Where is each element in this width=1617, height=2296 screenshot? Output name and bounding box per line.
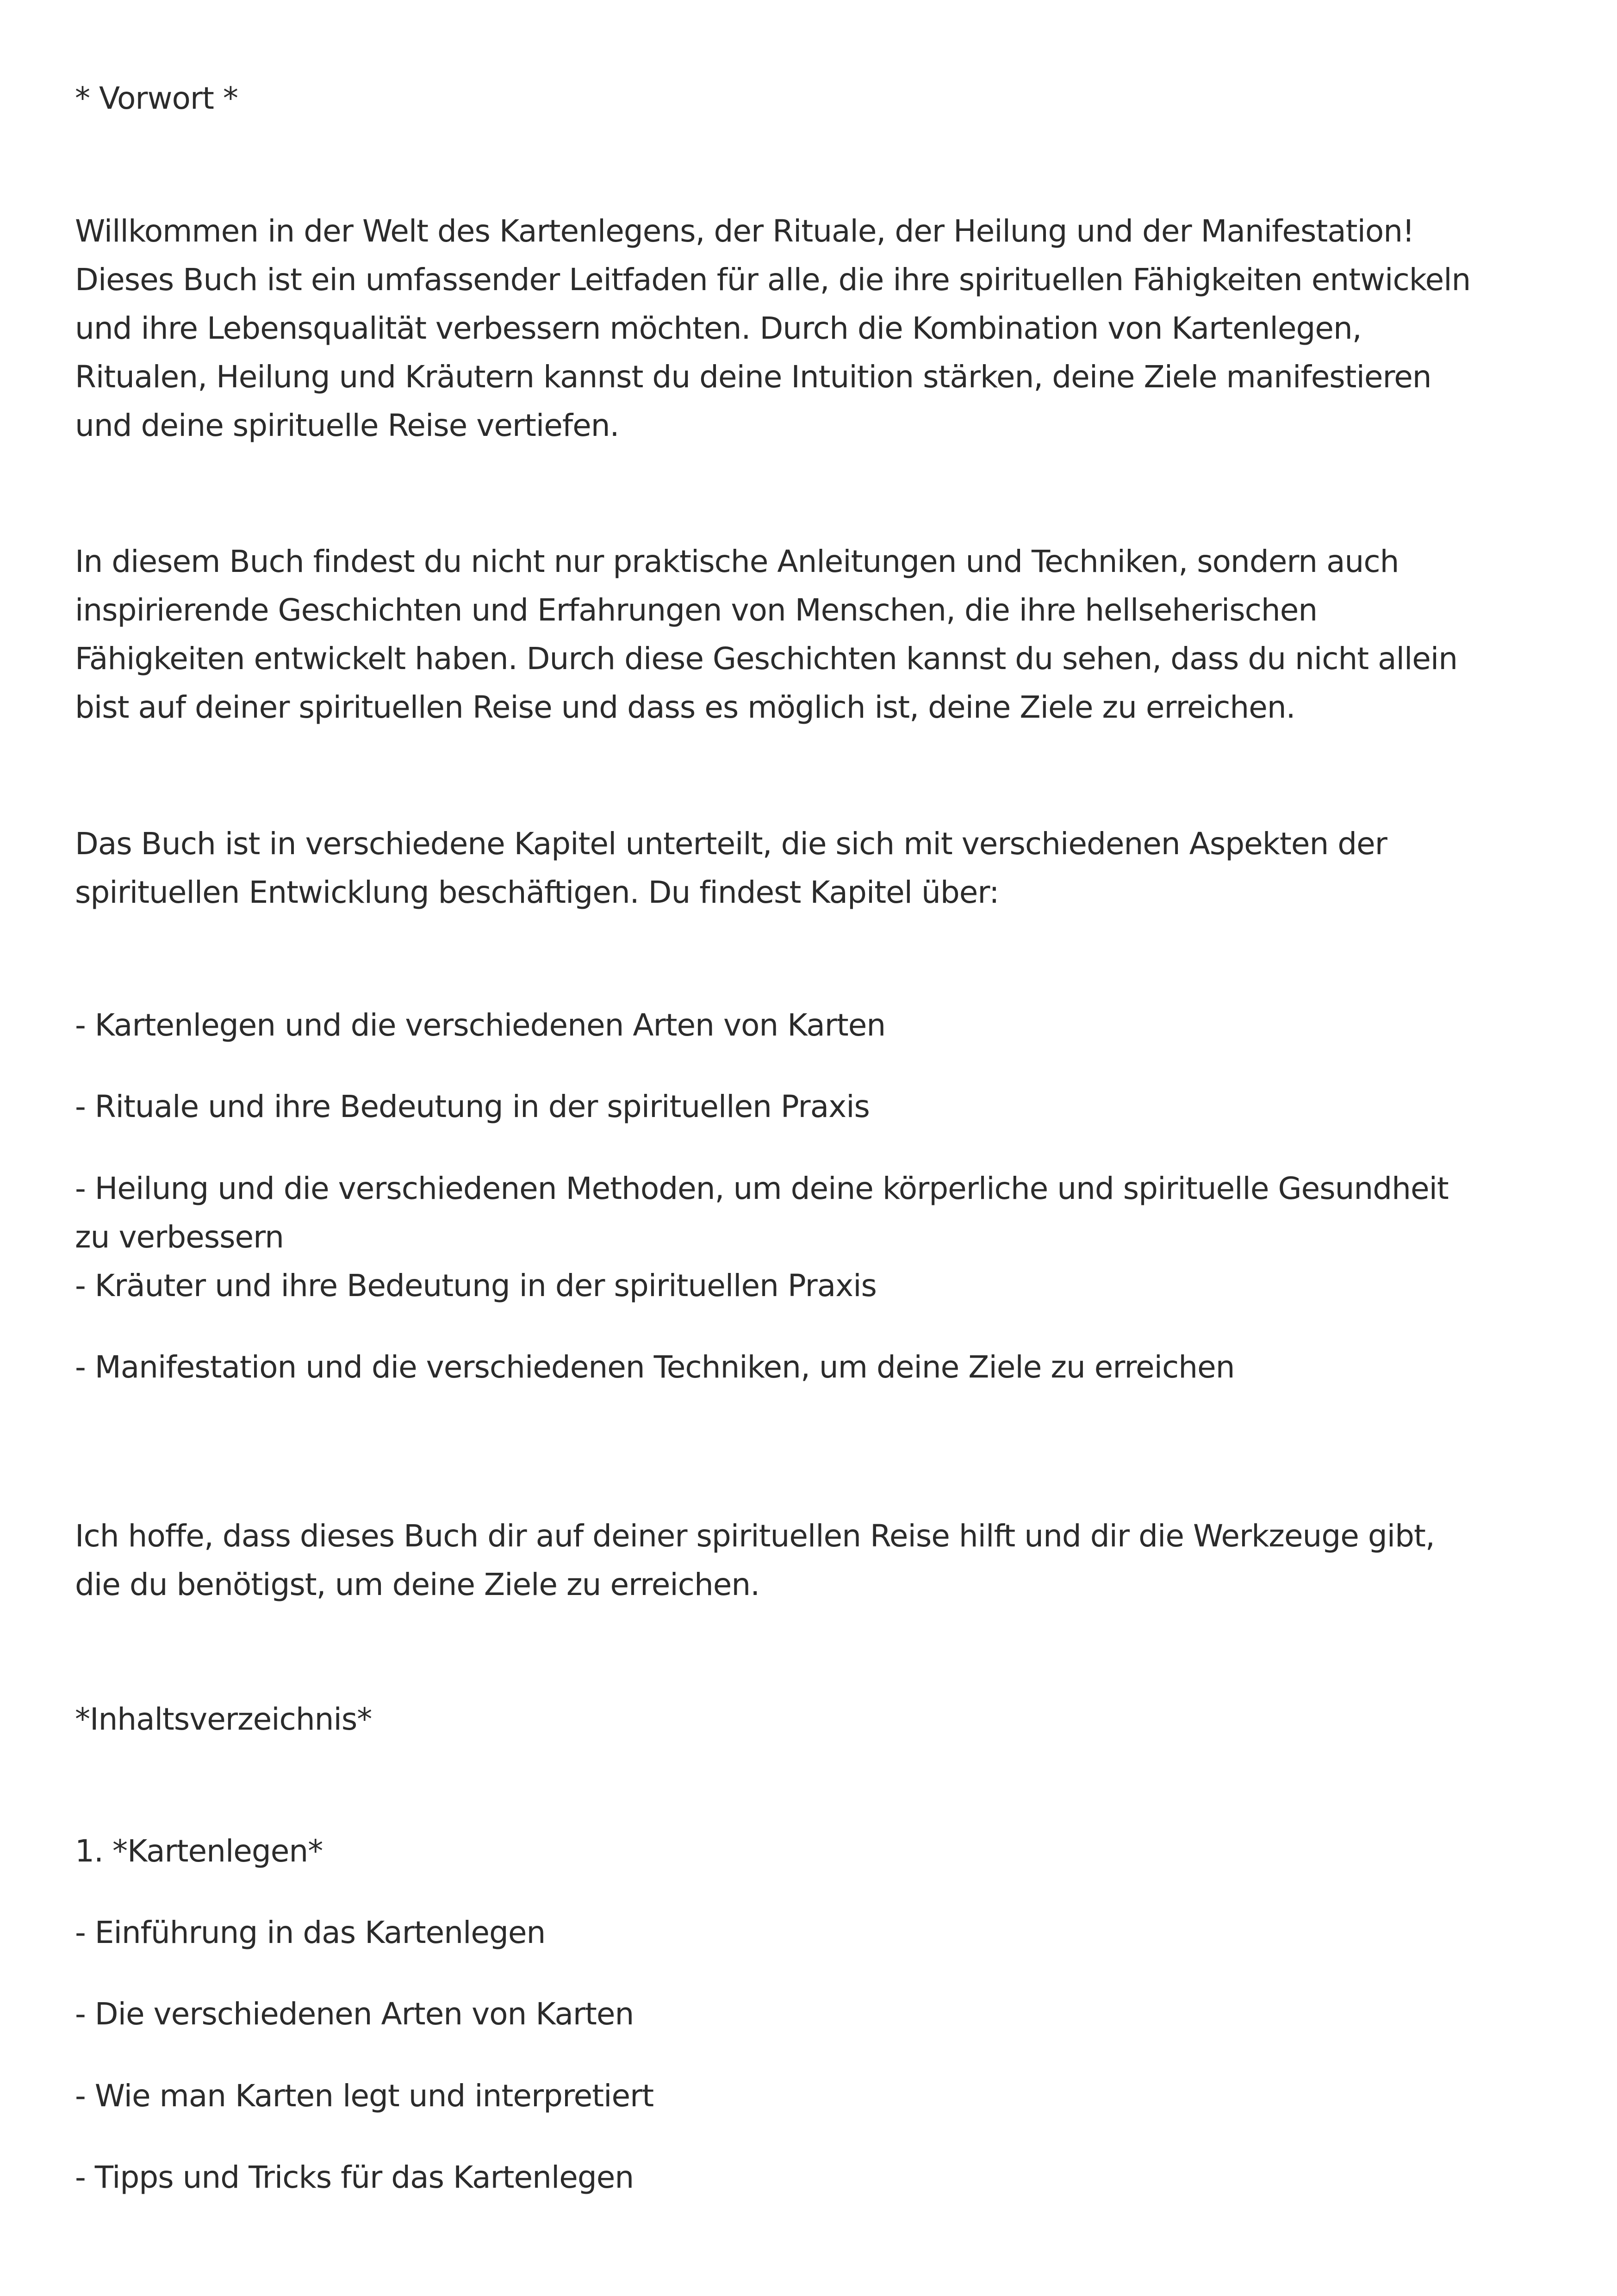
paragraph-line: die du benötigst, um deine Ziele zu erreichen. xyxy=(75,1567,760,1602)
toc-item: - Die verschiedenen Arten von Karten xyxy=(75,1996,634,2032)
toc-item: - Wie man Karten legt und interpretiert xyxy=(75,2078,654,2114)
paragraph-line: Ich hoffe, dass dieses Buch dir auf deiner spirituellen Reise hilft und dir die Werkzeuge gibt, xyxy=(75,1518,1435,1554)
paragraph-chapters-intro xyxy=(75,819,1556,917)
paragraph-line: bist auf deiner spirituellen Reise und dass es möglich ist, deine Ziele zu erreichen. xyxy=(75,689,1295,725)
chapter-list-item: - Heilung und die verschiedenen Methoden, um deine körperliche und spirituelle Gesundheit xyxy=(75,1171,1449,1206)
chapter-list-item-continuation: zu verbessern xyxy=(75,1219,284,1255)
paragraph-line: inspirierende Geschichten und Erfahrungen von Menschen, die ihre hellseherischen xyxy=(75,592,1318,628)
paragraph-line: und ihre Lebensqualität verbessern möchten. Durch die Kombination von Kartenlegen, xyxy=(75,310,1362,346)
paragraph-line: und deine spirituelle Reise vertiefen. xyxy=(75,408,619,443)
paragraph-closing xyxy=(75,1512,1556,1609)
chapter-list-item: - Kartenlegen und die verschiedenen Arten von Karten xyxy=(75,1007,886,1043)
toc-item: - Tipps und Tricks für das Kartenlegen xyxy=(75,2159,634,2195)
chapter-list-item: - Manifestation und die verschiedenen Techniken, um deine Ziele zu erreichen xyxy=(75,1349,1235,1385)
heading-vorwort: * Vorwort * xyxy=(75,81,238,116)
paragraph-line: Fähigkeiten entwickelt haben. Durch diese Geschichten kannst du sehen, dass du nicht allein xyxy=(75,641,1458,676)
paragraph-stories xyxy=(75,537,1556,732)
paragraph-line: Willkommen in der Welt des Kartenlegens, der Rituale, der Heilung und der Manifestation! xyxy=(75,213,1414,249)
paragraph-line: In diesem Buch findest du nicht nur praktische Anleitungen und Techniken, sondern auch xyxy=(75,544,1399,579)
paragraph-line: Ritualen, Heilung und Kräutern kannst du deine Intuition stärken, deine Ziele manifestieren xyxy=(75,359,1431,395)
paragraph-line: Dieses Buch ist ein umfassender Leitfaden für alle, die ihre spirituellen Fähigkeiten entwickeln xyxy=(75,262,1471,298)
toc-section-title: 1. *Kartenlegen* xyxy=(75,1833,323,1869)
heading-inhaltsverzeichnis: *Inhaltsverzeichnis* xyxy=(75,1701,372,1737)
paragraph-line: Das Buch ist in verschiedene Kapitel unterteilt, die sich mit verschiedenen Aspekten der xyxy=(75,826,1387,862)
toc-item: - Einführung in das Kartenlegen xyxy=(75,1915,546,1950)
chapter-list-item: - Kräuter und ihre Bedeutung in der spirituellen Praxis xyxy=(75,1268,877,1303)
chapter-list-item: - Rituale und ihre Bedeutung in der spirituellen Praxis xyxy=(75,1089,870,1124)
paragraph-intro xyxy=(75,207,1556,450)
paragraph-line: spirituellen Entwicklung beschäftigen. Du findest Kapitel über: xyxy=(75,875,999,910)
